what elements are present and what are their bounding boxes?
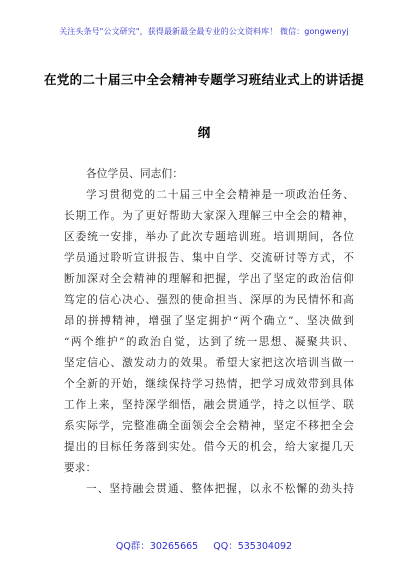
body-line: 笃定的信心决心、强烈的使命担当、深厚的为民情怀和高	[64, 294, 354, 306]
body-line: 断加深对全会精神的理解和把握，学出了坚定的政治信仰	[64, 273, 354, 285]
body-line: 要求：	[64, 462, 97, 474]
footer-qq-group: QQ群：30265665	[115, 541, 199, 552]
body-line: 学习贯彻党的二十届三中全会精神是一项政治任务、	[86, 189, 354, 201]
footer-contact	[0, 538, 408, 552]
header-note: 关注头条号"公文研究"，获得最新最全最专业的公文资料库！ 微信：gongwenyj	[59, 27, 349, 36]
body-line: 工作上来，坚持深学细悟，融会贯通学，持之以恒学、联	[64, 399, 354, 411]
footer-qq: QQ：535304092	[213, 541, 293, 552]
body-line: 个全新的开始，继续保持学习热情，把学习成效带到具体	[64, 378, 354, 390]
salutation: 各位学员、同志们：	[86, 168, 184, 180]
body-line: 长期工作。为了更好帮助大家深入理解三中全会的精神，	[64, 210, 354, 222]
document-title-line1: 在党的二十届三中全会精神专题学习班结业式上的讲话提	[43, 72, 364, 87]
body-line: 昂的拼搏精神，增强了坚定拥护“两个确立”、坚决做到	[64, 315, 354, 327]
body-line: “两个维护”的政治自觉，达到了统一思想、凝聚共识、	[64, 336, 354, 348]
body-line: 坚定信心、激发动力的效果。希望大家把这次培训当做一	[64, 357, 354, 369]
section-heading-line: 一、坚持融会贯通、整体把握，以永不松懈的劲头持	[86, 483, 354, 495]
document-title-line2: 纲	[197, 125, 211, 140]
body-line: 系实际学，完整准确全面领会全会精神，坚定不移把全会	[64, 420, 354, 432]
body-line: 区委统一安排，举办了此次专题培训班。培训期间，各位	[64, 231, 354, 243]
body-line: 提出的目标任务落到实处。借今天的机会，给大家提几天	[64, 441, 354, 453]
body-line: 学员通过聆听宣讲报告、集中自学、交流研讨等方式，不	[64, 252, 354, 264]
